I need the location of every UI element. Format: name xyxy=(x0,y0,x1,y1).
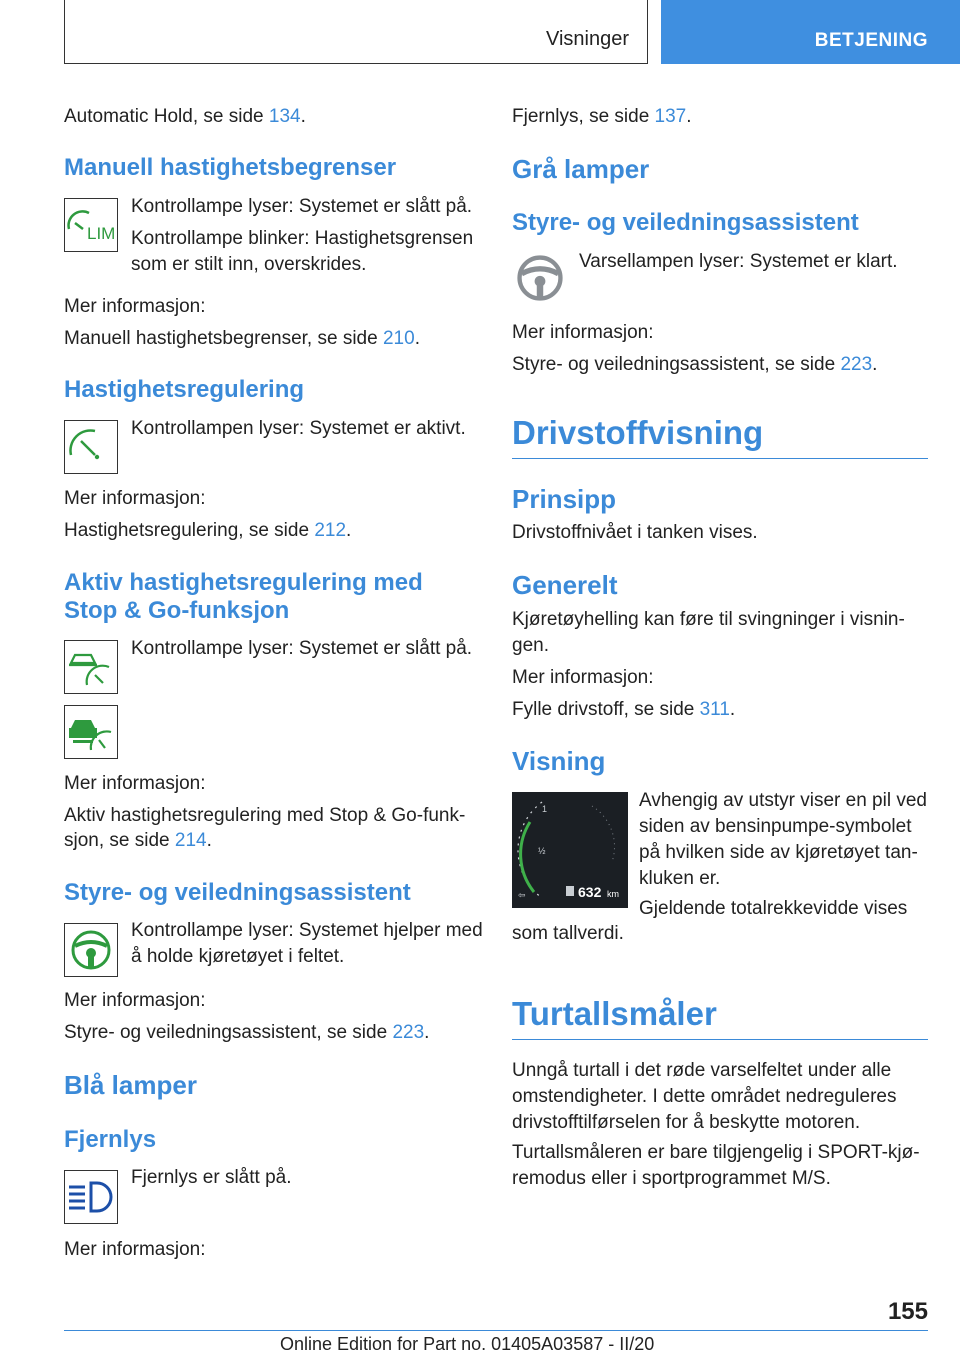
heading-blue-lamps: Blå lamper xyxy=(64,1070,197,1100)
gauge-mark-1: 1 xyxy=(542,804,548,814)
display-text2a: Gjeldende totalrekkevidde vises xyxy=(639,898,908,919)
heading-fuel-display: Drivstoffvisning xyxy=(512,414,928,459)
header-section-title: Visninger xyxy=(545,28,629,50)
heading-grey-lamps: Grå lamper xyxy=(512,154,650,184)
page-link-214[interactable]: 214 xyxy=(174,830,207,851)
page-link-223-b[interactable]: 223 xyxy=(840,354,873,375)
limiter-line2: Kontrollampe blinker: Hastighetsgrensen som er stilt inn, overskrides. xyxy=(131,228,474,275)
steering-more-info: Mer informasjon: xyxy=(64,990,206,1011)
display-text1: Avhengig av utstyr viser en pil ved siden av bensinpumpe-symbolet på hvilken side av kjøretøyet tan-kluken er. xyxy=(639,790,927,889)
cruise-line1: Kontrollampen lyser: Systemet er aktivt. xyxy=(131,418,466,439)
fuel-more-info: Mer informasjon: xyxy=(512,667,654,688)
tachometer-text2: Turtallsmåleren er bare tilgjengelig i SPORT-kjø-remodus eller i sportprogrammet M/S. xyxy=(512,1142,920,1189)
heading-acc-line2: Stop & Go-funksjon xyxy=(64,597,290,624)
steering-line1: Kontrollampe lyser: Systemet hjelper med å holde kjøretøyet i feltet. xyxy=(131,920,483,967)
heading-steering-assist-grey: Styre- og veiledningsassistent xyxy=(512,209,859,236)
heading-principle: Prinsipp xyxy=(512,484,617,514)
heading-high-beam: Fjernlys xyxy=(64,1126,157,1153)
header-chapter-tab: BETJENING xyxy=(661,0,960,64)
tachometer-text1: Unngå turtall i det røde varselfeltet under alle omstendigheter. I dette området nedreguleres drivstofftilførselen for å beskytte motoren. xyxy=(512,1060,897,1133)
svg-text:⇦: ⇦ xyxy=(518,890,526,900)
gauge-mark-half: ½ xyxy=(538,846,546,856)
page-link-137[interactable]: 137 xyxy=(654,106,687,127)
ref-text: Styre- og veiledningsassistent, se side xyxy=(512,354,841,375)
acc-line1: Kontrollampe lyser: Systemet er slått på. xyxy=(131,638,473,659)
acc-more-info: Mer informasjon: xyxy=(64,773,206,794)
heading-speed-limiter: Manuell hastighetsbegrenser xyxy=(64,154,397,181)
limiter-line1: Kontrollampe lyser: Systemet er slått på. xyxy=(131,196,473,217)
fuel-ref: Fylle drivstoff, se side 311. xyxy=(512,699,736,720)
high-beam-more-info: Mer informasjon: xyxy=(64,1239,206,1260)
ref-text: Automatic Hold, se side xyxy=(64,106,269,127)
speed-limiter-icon xyxy=(64,198,118,252)
ref-text: Hastighetsregulering, se side xyxy=(64,520,315,541)
grey-more-info: Mer informasjon: xyxy=(512,322,654,343)
header-section-box xyxy=(64,0,648,64)
steering-wheel-grey-icon xyxy=(512,250,568,306)
ref-text: sjon, se side xyxy=(64,830,175,851)
fuel-gauge-image xyxy=(512,792,628,908)
page-number: 155 xyxy=(887,1298,928,1325)
footer-rule xyxy=(64,1330,928,1331)
ref-text: Manuell hastighetsbegrenser, se side xyxy=(64,328,383,349)
grey-line1: Varsellampen lyser: Systemet er klart. xyxy=(579,251,898,272)
heading-general: Generelt xyxy=(512,570,618,600)
heading-acc-line1: Aktiv hastighetsregulering med xyxy=(64,569,423,596)
steering-ref: Styre- og veiledningsassistent, se side 223. xyxy=(64,1022,430,1043)
high-beam-line1: Fjernlys er slått på. xyxy=(131,1167,292,1188)
gauge-range-value: 632 xyxy=(578,884,602,900)
acc-car-icon xyxy=(64,640,118,694)
cruise-ref: Hastighetsregulering, se side 212. xyxy=(64,520,352,541)
grey-ref: Styre- og veiledningsassistent, se side 223. xyxy=(512,354,878,375)
acc-car-filled-icon xyxy=(64,705,118,759)
page-link-134[interactable]: 134 xyxy=(268,106,301,127)
heading-tachometer: Turtallsmåler xyxy=(512,995,928,1040)
limiter-ref: Manuell hastighetsbegrenser, se side 210. xyxy=(64,328,420,349)
cruise-more-info: Mer informasjon: xyxy=(64,488,206,509)
limiter-icon-label: LIM xyxy=(87,224,116,243)
automatic-hold-ref: Automatic Hold, se side 134. xyxy=(64,106,306,127)
high-beam-icon xyxy=(64,1170,118,1224)
ref-text: Styre- og veiledningsassistent, se side xyxy=(64,1022,393,1043)
heading-display: Visning xyxy=(512,746,606,776)
page-link-212[interactable]: 212 xyxy=(314,520,347,541)
ref-text: Fylle drivstoff, se side xyxy=(512,699,700,720)
general-text: Kjøretøyhelling kan føre til svingninger i visnin-gen. xyxy=(512,609,905,656)
page-link-210[interactable]: 210 xyxy=(382,328,415,349)
ref-text: Fjernlys, se side xyxy=(512,106,655,127)
cruise-control-icon xyxy=(64,420,118,474)
gauge-range-unit: km xyxy=(607,889,619,899)
page-link-223[interactable]: 223 xyxy=(392,1022,425,1043)
limiter-more-info: Mer informasjon: xyxy=(64,296,206,317)
heading-cruise-control: Hastighetsregulering xyxy=(64,376,305,403)
display-text2b: som tallverdi. xyxy=(512,923,624,944)
high-beam-ref: Fjernlys, se side 137. xyxy=(512,106,692,127)
heading-steering-assist: Styre- og veiledningsassistent xyxy=(64,879,411,906)
acc-ref-line1: Aktiv hastighetsregulering med Stop & Go-funk- xyxy=(64,805,466,826)
principle-text: Drivstoffnivået i tanken vises. xyxy=(512,522,758,543)
acc-ref-line2: sjon, se side 214. xyxy=(64,830,212,851)
page-link-311[interactable]: 311 xyxy=(699,699,730,720)
edition-text: Online Edition for Part no. 01405A03587 - II/20 xyxy=(280,1334,655,1354)
steering-wheel-green-icon xyxy=(64,923,118,977)
